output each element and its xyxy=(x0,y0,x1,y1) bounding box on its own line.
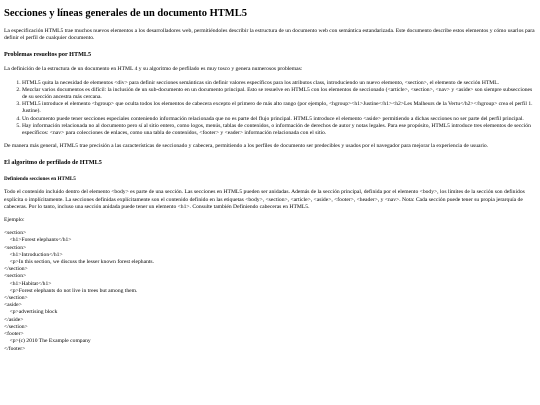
code-line: <p>advertising block xyxy=(4,309,58,316)
code-line: <h1>Introduction</h1> xyxy=(4,251,63,258)
section-heading-problems: Problemas resueltos por HTML5 xyxy=(4,51,92,59)
list-item: 1. HTML5 quita la necesidad de elementos <div> para definir secciones semánticas sin definir valores específicos para los atributos class, introduciendo un nuevo elemento, <section>, el elemento de sección HTML. xyxy=(22,80,536,87)
code-line: </section> xyxy=(4,323,28,330)
list-item: 5. Hay información relacionada no al documento pero sí al sitio entero, como logos, menús, tablas de contenidos, o información de derechos de autor y notas legales. Para ese propósito, HTML5 introduce tres elementos de sección específicos: <nav> para colecciones de enlaces, como una tabla de contenidos, <footer> y <eader> información relacionada con el sitio. xyxy=(22,123,536,137)
example-label: Ejemplo: xyxy=(4,217,25,224)
code-line: </aside> xyxy=(4,316,24,323)
code-line: </section> xyxy=(4,295,28,302)
code-line: <p>In this section, we discuss the lesser known forest elephants. xyxy=(4,259,155,266)
code-line: <p>(c) 2010 The Example company xyxy=(4,338,91,345)
defining-paragraph: Todo el contenido incluido dentro del elemento <body> es parte de una sección. Las secciones en HTML5 pueden ser anidadas. Además de la sección principal, definida por el elemento <body>, los límites de la sección son definidos explícita o implícitamente. La secciones definidas explícitamente son el contenido definido en las etiquetas <body>, <section>, <article>, <aside>, <footer>, <header>, y <nav>. Nota: Cada sección puede tener su propia jerarquía de cabeceras. Por lo tanto, incluso una sección anidada puede tener un elemento <h1>. Consulte también Definiendo cabeceras en HTML5. xyxy=(4,189,525,210)
code-line: <section> xyxy=(4,230,27,237)
code-line: <h1>Forest elephants</h1> xyxy=(4,237,72,244)
code-line: <p>Forest elephants do not live in trees but among them. xyxy=(4,287,138,294)
problems-closing: De manera más general, HTML5 trae precisión a las características de seccionado y cabecera, permitiendo a los perfiles de documento ser predecibles y usados por el navegador para mejorar la experiencia de usuario. xyxy=(4,143,489,150)
code-line: <section> xyxy=(4,273,27,280)
subsection-heading-defining: Definiendo secciones en HTML5 xyxy=(4,176,76,183)
code-line: </footer> xyxy=(4,345,26,352)
code-line: <footer> xyxy=(4,331,24,338)
code-line: </section> xyxy=(4,266,28,273)
list-item: 3. HTML5 introduce el elemento <hgroup> que oculta todos los elementos de cabecera excepto el primero de más alto rango (por ejemplo, <hgroup><h1>Justine</h1><h2>Les Malheurs de la Vertu</h2></hgroup> crea el perfil 1. Justine). xyxy=(22,101,536,115)
problems-list xyxy=(4,80,536,138)
section-heading-algorithm: El algoritmo de perfilado de HTML5 xyxy=(4,159,102,167)
code-example xyxy=(4,230,536,352)
list-item: 2. Mezclar varios documentos es difícil: la inclusión de un sub-documento en un documento principal. Esto se resuelve en HTML5 con los elementos de seccionado (<article>, <section>, <nav> y <aside> son siempre subsecciones de su sección ancestra más cercana. xyxy=(22,87,536,101)
code-line: <aside> xyxy=(4,302,22,309)
list-item: 4. Un documento puede tener secciones especiales conteniendo información relacionada que no es parte del flujo principal. HTML5 introduce el elemento <aside> permitiendo a dichas secciones no ser parte del perfil principal. xyxy=(22,116,536,123)
problems-intro: La definición de la estructura de un documento en HTML 4 y su algoritmo de perfilado es muy tosco y genera numerosos problemas: xyxy=(4,66,303,73)
page-title: Secciones y líneas generales de un documento HTML5 xyxy=(4,8,247,19)
intro-paragraph: La especificación HTML5 trae muchos nuevos elementos a los desarrolladores web, permitiéndoles describir la estructura de un documento web con semántica estandarizada. Este documento describe estos elementos y cómo usarlos para definir el perfil de cualquier documento. xyxy=(4,28,535,42)
code-line: <h1>Habitat</h1> xyxy=(4,280,52,287)
code-line: <section> xyxy=(4,244,27,251)
